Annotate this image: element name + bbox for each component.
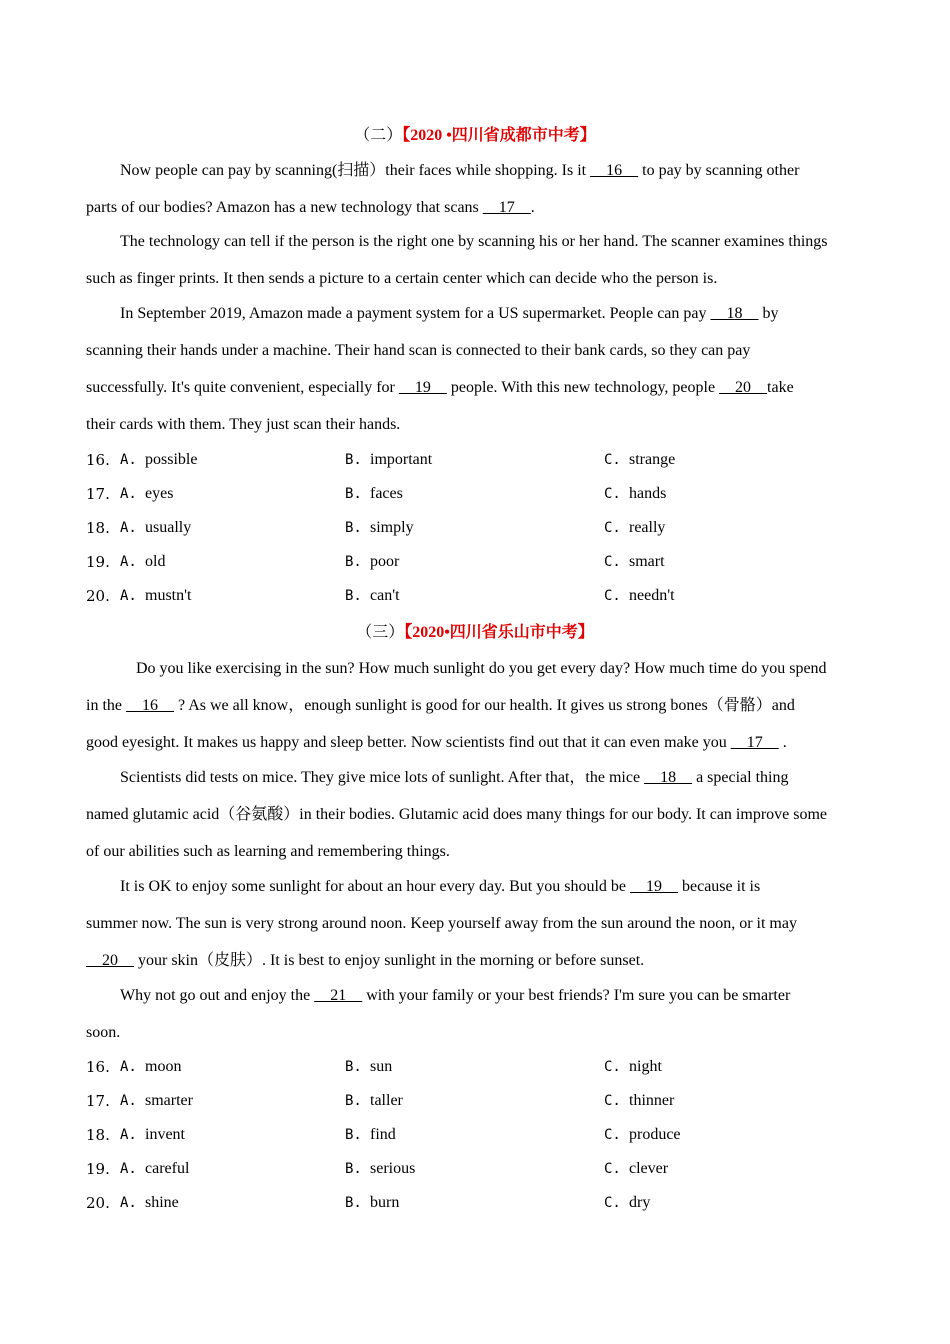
- text-run: with your family or your best friends? I'm sure you can be smarter: [362, 987, 791, 1004]
- passage3-line: [86, 912, 866, 936]
- option-c-text: clever: [629, 1160, 669, 1177]
- option-letter-a: A.: [120, 520, 137, 536]
- option-letter-b: B.: [345, 452, 362, 468]
- option-b-text: serious: [370, 1160, 416, 1177]
- option-b-text: find: [370, 1126, 396, 1143]
- passage3-line: [86, 694, 866, 718]
- option-a-text: mustn't: [145, 587, 192, 604]
- passage3-heading: [0, 622, 950, 644]
- option-letter-a: A.: [120, 1093, 137, 1109]
- text-run: take: [767, 379, 794, 396]
- option-b-text: poor: [370, 553, 400, 570]
- option-b-text: sun: [370, 1058, 393, 1075]
- text-run: such as finger prints. It then sends a picture to a certain center which can decide who the person is.: [86, 270, 718, 287]
- passage3-line: [86, 1021, 866, 1045]
- passage3-line: [136, 657, 866, 681]
- option-letter-a: A.: [120, 1161, 137, 1177]
- option-letter-b: B.: [345, 1161, 362, 1177]
- text-run: soon.: [86, 1024, 121, 1041]
- option-letter-b: B.: [345, 554, 362, 570]
- answer-blank: 18: [644, 769, 693, 786]
- option-letter-c: C.: [604, 554, 621, 570]
- option-a-text: usually: [145, 519, 192, 536]
- option-letter-c: C.: [604, 1195, 621, 1211]
- option-b-text: can't: [370, 587, 400, 604]
- passage3-heading-prefix: （三）: [356, 624, 405, 641]
- passage3-line: [120, 766, 866, 790]
- option-c-text: really: [629, 519, 666, 536]
- text-run: because it is: [678, 878, 761, 895]
- option-a-text: possible: [145, 451, 198, 468]
- passage2-line: [86, 196, 866, 220]
- option-c-text: needn't: [629, 587, 675, 604]
- text-run: In September 2019, Amazon made a payment system for a US supermarket. People can pay: [120, 305, 711, 322]
- text-run: .: [778, 734, 787, 751]
- text-run: The technology can tell if the person is the right one by scanning his or her hand. The scanner examines things: [120, 233, 828, 250]
- text-run: summer now. The sun is very strong around noon. Keep yourself away from the sun around the noon, or it may: [86, 915, 797, 932]
- text-run: by: [758, 305, 779, 322]
- option-letter-c: C.: [604, 1059, 621, 1075]
- text-run: a special thing: [692, 769, 789, 786]
- text-run: your skin（皮肤）. It is best to enjoy sunlight in the morning or before sunset.: [134, 952, 645, 969]
- question-number: 16.: [86, 1058, 110, 1076]
- passage2-heading-source: 【2020 •四川省成都市中考】: [402, 127, 596, 144]
- answer-blank: 17: [730, 734, 779, 751]
- option-letter-c: C.: [604, 1127, 621, 1143]
- text-run: in the: [86, 697, 126, 714]
- option-c-text: strange: [629, 451, 676, 468]
- option-letter-b: B.: [345, 1093, 362, 1109]
- text-run: their cards with them. They just scan their hands.: [86, 416, 401, 433]
- option-a-text: invent: [145, 1126, 185, 1143]
- question-number: 18.: [86, 519, 110, 537]
- answer-blank: 17: [482, 199, 531, 216]
- option-letter-b: B.: [345, 520, 362, 536]
- passage2-line: [120, 230, 866, 254]
- question-number: 18.: [86, 1126, 110, 1144]
- passage2-line: [86, 413, 866, 437]
- option-letter-a: A.: [120, 486, 137, 502]
- passage3-line: [86, 949, 866, 973]
- option-c-text: night: [629, 1058, 662, 1075]
- option-a-text: eyes: [145, 485, 174, 502]
- question-number: 19.: [86, 1160, 110, 1178]
- question-number: 20.: [86, 587, 110, 605]
- option-letter-a: A.: [120, 588, 137, 604]
- text-run: It is OK to enjoy some sunlight for about an hour every day. But you should be: [120, 878, 630, 895]
- text-run: scanning their hands under a machine. Their hand scan is connected to their bank cards, so they can pay: [86, 342, 751, 359]
- passage3-heading-source: 【2020•四川省乐山市中考】: [404, 624, 594, 641]
- text-run: Now people can pay by scanning(扫描）their faces while shopping. Is it: [120, 162, 591, 179]
- answer-blank: 21: [314, 987, 363, 1004]
- option-a-text: smarter: [145, 1092, 193, 1109]
- option-b-text: simply: [370, 519, 414, 536]
- option-b-text: important: [370, 451, 433, 468]
- passage2-line: [120, 302, 866, 326]
- option-c-text: hands: [629, 485, 667, 502]
- option-a-text: shine: [145, 1194, 179, 1211]
- passage3-line: [120, 875, 866, 899]
- passage2-line: [86, 267, 866, 291]
- option-letter-b: B.: [345, 1195, 362, 1211]
- option-letter-c: C.: [604, 452, 621, 468]
- option-letter-b: B.: [345, 1127, 362, 1143]
- answer-blank: 19: [630, 878, 678, 895]
- text-run: parts of our bodies? Amazon has a new technology that scans: [86, 199, 483, 216]
- option-letter-a: A.: [120, 1195, 137, 1211]
- text-run: Scientists did tests on mice. They give mice lots of sunlight. After that，the mice: [120, 769, 645, 786]
- text-run: people. With this new technology, people: [446, 379, 720, 396]
- option-letter-c: C.: [604, 1161, 621, 1177]
- option-c-text: thinner: [629, 1092, 675, 1109]
- answer-blank: 16: [126, 697, 174, 714]
- option-letter-a: A.: [120, 1059, 137, 1075]
- question-number: 20.: [86, 1194, 110, 1212]
- option-a-text: careful: [145, 1160, 190, 1177]
- option-letter-c: C.: [604, 588, 621, 604]
- option-b-text: taller: [370, 1092, 403, 1109]
- option-c-text: smart: [629, 553, 665, 570]
- question-number: 19.: [86, 553, 110, 571]
- text-run: of our abilities such as learning and remembering things.: [86, 843, 450, 860]
- passage2-line: [86, 376, 866, 400]
- option-letter-a: A.: [120, 1127, 137, 1143]
- text-run: Do you like exercising in the sun? How much sunlight do you get every day? How much time do you spend: [136, 660, 827, 677]
- option-b-text: faces: [370, 485, 403, 502]
- option-c-text: dry: [629, 1194, 651, 1211]
- text-run: good eyesight. It makes us happy and sleep better. Now scientists find out that it can even make you: [86, 734, 731, 751]
- option-letter-b: B.: [345, 486, 362, 502]
- passage3-line: [120, 984, 866, 1008]
- text-run: successfully. It's quite convenient, especially for: [86, 379, 399, 396]
- option-c-text: produce: [629, 1126, 681, 1143]
- question-number: 16.: [86, 451, 110, 469]
- answer-blank: 16: [590, 162, 639, 179]
- passage3-line: [86, 731, 866, 755]
- option-a-text: old: [145, 553, 166, 570]
- text-run: named glutamic acid（谷氨酸）in their bodies. Glutamic acid does many things for our body. It can improve some: [86, 806, 828, 823]
- text-run: .: [530, 199, 535, 216]
- question-number: 17.: [86, 1092, 110, 1110]
- passage2-heading-prefix: （二）: [354, 127, 403, 144]
- answer-blank: 18: [710, 305, 759, 322]
- option-letter-b: B.: [345, 588, 362, 604]
- option-b-text: burn: [370, 1194, 400, 1211]
- answer-blank: 20: [719, 379, 768, 396]
- option-letter-c: C.: [604, 520, 621, 536]
- answer-blank: 19: [398, 379, 447, 396]
- question-number: 17.: [86, 485, 110, 503]
- text-run: to pay by scanning other: [638, 162, 800, 179]
- option-letter-a: A.: [120, 452, 137, 468]
- passage2-line: [120, 159, 866, 183]
- option-letter-c: C.: [604, 1093, 621, 1109]
- passage2-line: [86, 339, 866, 363]
- passage2-heading: [0, 125, 950, 147]
- option-letter-b: B.: [345, 1059, 362, 1075]
- option-a-text: moon: [145, 1058, 182, 1075]
- passage3-line: [86, 803, 866, 827]
- answer-blank: 20: [86, 952, 134, 969]
- passage3-line: [86, 840, 866, 864]
- text-run: ? As we all know，enough sunlight is good for our health. It gives us strong bones（骨骼）and: [174, 697, 795, 714]
- option-letter-a: A.: [120, 554, 137, 570]
- option-letter-c: C.: [604, 486, 621, 502]
- text-run: Why not go out and enjoy the: [120, 987, 315, 1004]
